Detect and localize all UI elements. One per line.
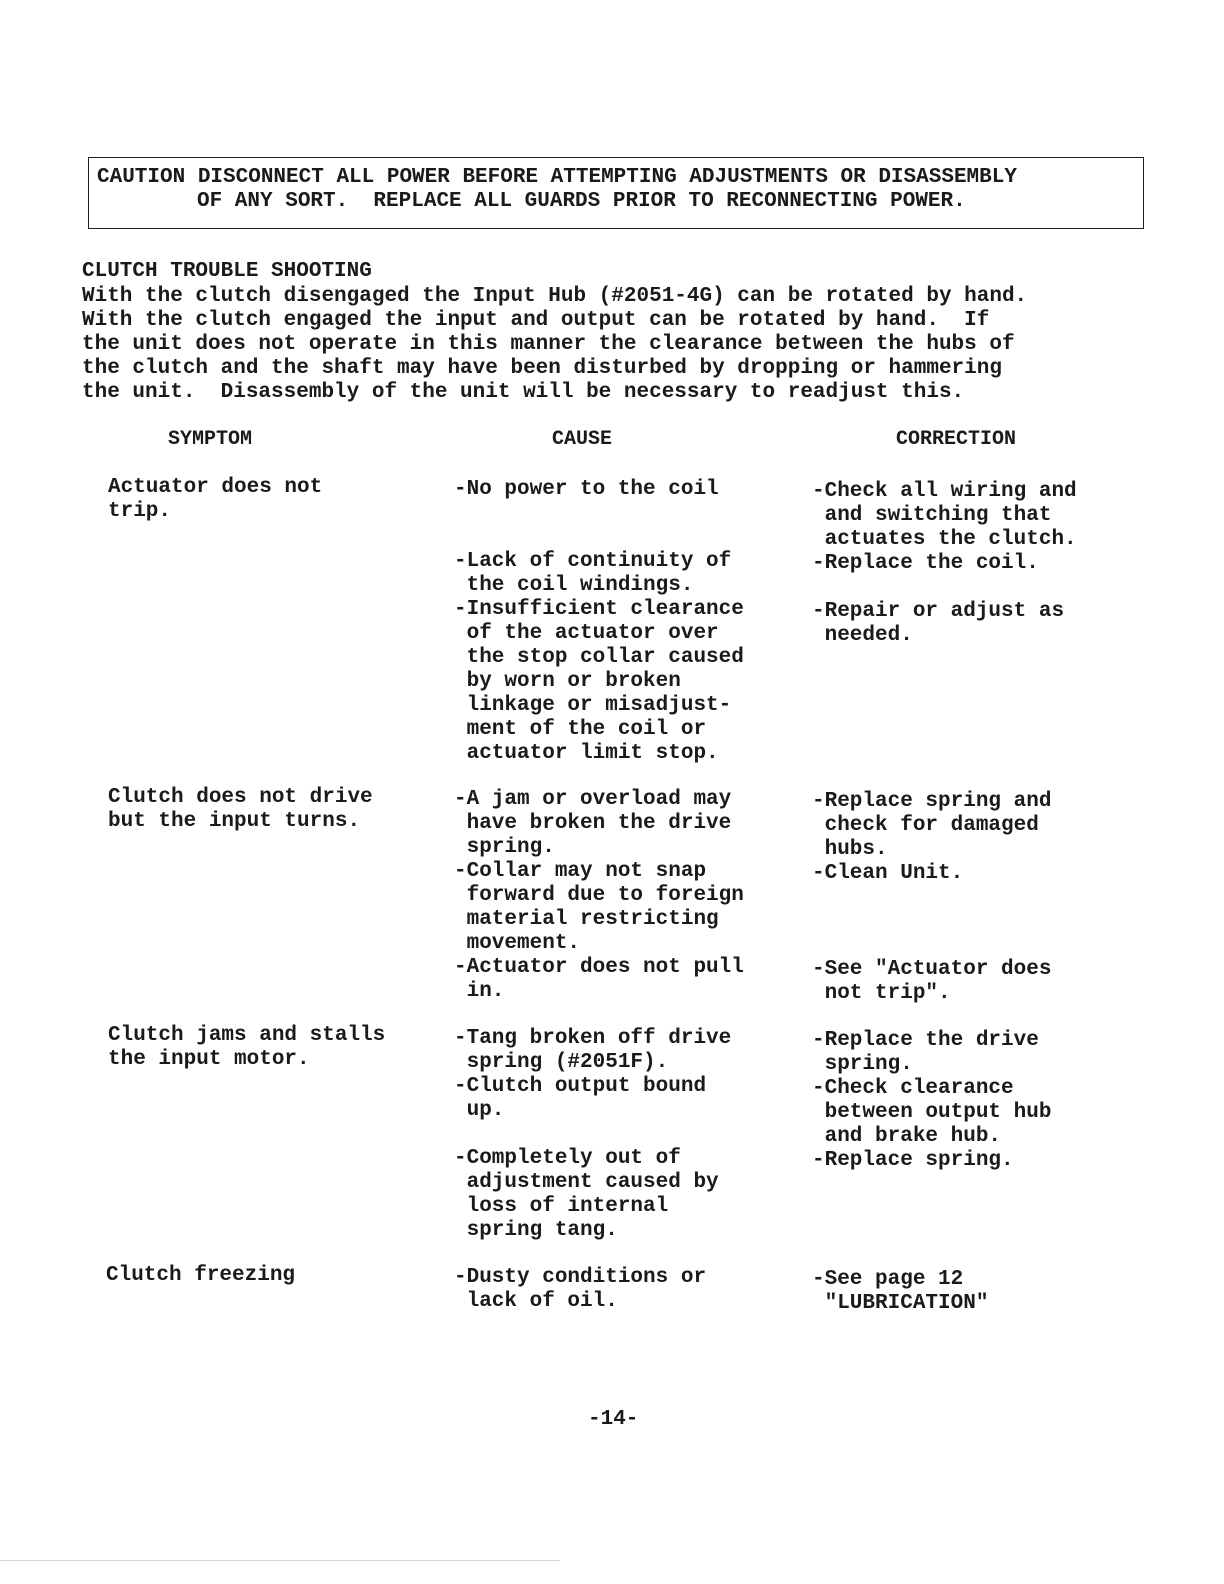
cause-line: forward due to foreign (454, 884, 744, 907)
cause-line: -Completely out of (454, 1147, 681, 1170)
intro-line: the clutch and the shaft may have been disturbed by dropping or hammering (82, 357, 1002, 380)
correction-line: -Replace spring and (812, 790, 1052, 813)
cause-line: -Insufficient clearance (454, 598, 744, 621)
cause-line: of the actuator over (454, 622, 719, 645)
cause-line: movement. (454, 932, 581, 955)
cause-line: spring. (454, 836, 555, 859)
cause-item (454, 478, 719, 502)
symptom-line: Clutch freezing (106, 1264, 296, 1287)
cause-item (454, 788, 731, 860)
correction-item (812, 1149, 1014, 1173)
cause-item (454, 1147, 719, 1243)
intro-paragraph (82, 285, 1162, 405)
cause-line: have broken the drive (454, 812, 732, 835)
cause-line: -A jam or overload may (454, 788, 732, 811)
correction-item (812, 480, 1077, 552)
cause-line: lack of oil. (454, 1290, 618, 1313)
correction-item (812, 1077, 1051, 1149)
cause-line: ment of the coil or (454, 718, 707, 741)
symptom-line: trip. (108, 500, 172, 523)
symptom-cell (106, 1264, 295, 1288)
symptom-line: Clutch jams and stalls (108, 1024, 386, 1047)
column-header-symptom: SYMPTOM (168, 428, 253, 451)
cause-item (454, 956, 744, 1004)
cause-line: -Lack of continuity of (454, 550, 732, 573)
cause-line: linkage or misadjust- (454, 694, 732, 717)
page-number: -14- (588, 1408, 639, 1431)
correction-line: needed. (812, 624, 913, 647)
cause-line: -Actuator does not pull (454, 956, 744, 979)
cause-line: -Tang broken off drive (454, 1027, 732, 1050)
correction-line: actuates the clutch. (812, 528, 1077, 551)
cause-line: by worn or broken (454, 670, 681, 693)
cause-line: up. (454, 1099, 505, 1122)
cause-line: adjustment caused by (454, 1171, 719, 1194)
cause-line: in. (454, 980, 505, 1003)
cause-line: loss of internal (454, 1195, 669, 1218)
correction-item (812, 1268, 988, 1316)
correction-item (812, 862, 963, 886)
symptom-line: but the input turns. (108, 810, 361, 833)
intro-line: With the clutch disengaged the Input Hub (#2051-4G) can be rotated by hand. (82, 285, 1028, 308)
cause-line: material restricting (454, 908, 719, 931)
cause-line: spring tang. (454, 1219, 618, 1242)
correction-line: not trip". (812, 982, 951, 1005)
caution-box (88, 157, 1144, 229)
caution-line-2: OF ANY SORT. REPLACE ALL GUARDS PRIOR TO RECONNECTING POWER. (197, 190, 966, 213)
correction-line: -Repair or adjust as (812, 600, 1065, 623)
correction-line: -Clean Unit. (812, 862, 964, 885)
correction-item (812, 958, 1051, 1006)
correction-line: -Check clearance (812, 1077, 1014, 1100)
cause-line: the coil windings. (454, 574, 694, 597)
symptom-line: the input motor. (108, 1048, 310, 1071)
section-heading: CLUTCH TROUBLE SHOOTING (82, 260, 372, 283)
correction-line: -Replace spring. (812, 1149, 1014, 1172)
cause-line: the stop collar caused (454, 646, 744, 669)
cause-item (454, 1266, 706, 1314)
intro-line: the unit does not operate in this manner the clearance between the hubs of (82, 333, 1015, 356)
correction-line: and brake hub. (812, 1125, 1002, 1148)
correction-line: -Replace the drive (812, 1029, 1039, 1052)
correction-line: -Check all wiring and (812, 480, 1077, 503)
correction-item (812, 790, 1051, 862)
cause-item (454, 860, 744, 956)
intro-line: With the clutch engaged the input and output can be rotated by hand. If (82, 309, 990, 332)
cause-item (454, 1075, 706, 1123)
cause-item (454, 598, 744, 766)
correction-line: spring. (812, 1053, 913, 1076)
symptom-cell (108, 1024, 385, 1072)
correction-line: "LUBRICATION" (812, 1292, 989, 1315)
caution-line-1: CAUTION DISCONNECT ALL POWER BEFORE ATTEMPTING ADJUSTMENTS OR DISASSEMBLY (97, 166, 1017, 189)
cause-line: spring (#2051F). (454, 1051, 669, 1074)
correction-line: and switching that (812, 504, 1052, 527)
cause-line: -Collar may not snap (454, 860, 707, 883)
correction-line: -See "Actuator does (812, 958, 1052, 981)
symptom-line: Clutch does not drive (108, 786, 373, 809)
bottom-rule (0, 1560, 560, 1561)
correction-line: check for damaged (812, 814, 1039, 837)
cause-line: -Clutch output bound (454, 1075, 707, 1098)
correction-line: between output hub (812, 1101, 1052, 1124)
cause-item (454, 1027, 731, 1075)
correction-line: -See page 12 (812, 1268, 964, 1291)
cause-line: actuator limit stop. (454, 742, 719, 765)
column-header-cause: CAUSE (552, 428, 613, 451)
cause-line: -No power to the coil (454, 478, 719, 501)
cause-item (454, 550, 731, 598)
correction-item (812, 552, 1039, 576)
correction-line: -Replace the coil. (812, 552, 1039, 575)
cause-line: -Dusty conditions or (454, 1266, 707, 1289)
symptom-cell (108, 476, 322, 524)
intro-line: the unit. Disassembly of the unit will be necessary to readjust this. (82, 381, 965, 404)
correction-item (812, 600, 1064, 648)
symptom-line: Actuator does not (108, 476, 323, 499)
correction-item (812, 1029, 1039, 1077)
correction-line: hubs. (812, 838, 888, 861)
column-header-correction: CORRECTION (896, 428, 1017, 451)
symptom-cell (108, 786, 373, 834)
